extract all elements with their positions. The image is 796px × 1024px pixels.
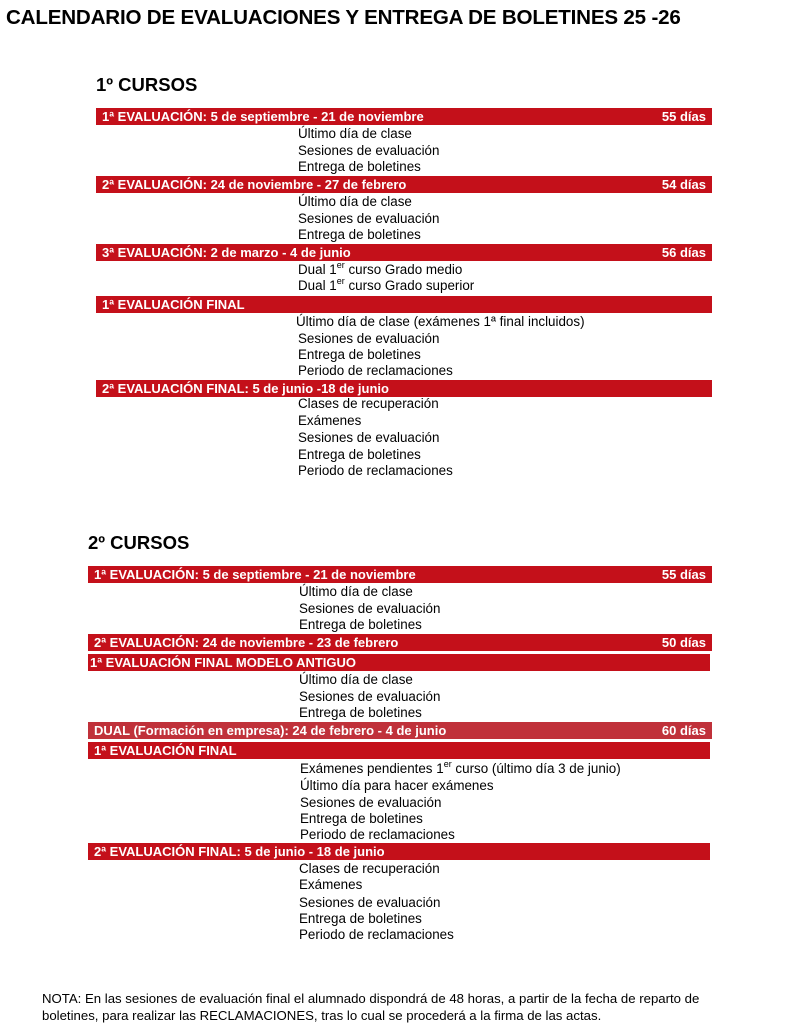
row-event: Sesiones de evaluación (300, 795, 442, 810)
row-event-text: Dual 1 (298, 278, 337, 293)
evaluation-header (96, 380, 712, 397)
evaluation-header-label: 2ª EVALUACIÓN: 24 de noviembre - 23 de febrero (94, 635, 399, 650)
row-event-text: Exámenes pendientes 1 (300, 761, 444, 776)
row-event (300, 758, 621, 777)
row-event: Entrega de boletines (299, 705, 422, 720)
row-event-text: Dual 1 (298, 262, 337, 277)
row-event: Sesiones de evaluación (298, 211, 440, 226)
ordinal-suffix: er (336, 259, 345, 270)
evaluation-header (88, 566, 712, 583)
evaluation-header (96, 296, 712, 313)
row-event: Último día para hacer exámenes (300, 778, 494, 793)
row-event: Periodo de reclamaciones (298, 363, 453, 378)
evaluation-header-label: DUAL (Formación en empresa): 24 de febrero - 4 de junio (94, 723, 447, 738)
row-event: Periodo de reclamaciones (300, 827, 455, 842)
evaluation-header (96, 108, 712, 125)
row-event (298, 275, 475, 294)
row-event: Entrega de boletines (299, 617, 422, 632)
evaluation-header (96, 244, 712, 261)
row-event: Último día de clase (298, 194, 412, 209)
row-event: Clases de recuperación (299, 861, 440, 876)
page-title: CALENDARIO DE EVALUACIONES Y ENTREGA DE BOLETINES 25 -26 (6, 6, 681, 29)
evaluation-header-label: 1ª EVALUACIÓN FINAL (102, 297, 245, 312)
evaluation-header (88, 634, 712, 651)
evaluation-header-label: 2ª EVALUACIÓN FINAL: 5 de junio -18 de junio (102, 381, 389, 396)
row-event: Entrega de boletines (299, 911, 422, 926)
evaluation-header-label: 1ª EVALUACIÓN: 5 de septiembre - 21 de noviembre (94, 567, 416, 582)
section-heading-segundo: 2º CURSOS (88, 532, 190, 553)
dual-header (88, 722, 712, 739)
row-event: Entrega de boletines (298, 227, 421, 242)
days-count: 56 días (661, 245, 706, 260)
evaluation-header (88, 742, 710, 759)
days-count: 50 días (661, 635, 706, 650)
days-count: 54 días (661, 177, 706, 192)
row-event: Exámenes (299, 877, 363, 892)
evaluation-header-label: 2ª EVALUACIÓN FINAL: 5 de junio - 18 de junio (94, 844, 385, 859)
row-event: Clases de recuperación (298, 396, 439, 411)
row-event: Exámenes (298, 413, 362, 428)
row-event: Sesiones de evaluación (299, 895, 441, 910)
row-event-text: curso Grado superior (344, 278, 475, 293)
ordinal-suffix: er (336, 275, 345, 286)
days-count: 60 días (661, 723, 706, 738)
evaluation-header-label: 1ª EVALUACIÓN: 5 de septiembre - 21 de noviembre (102, 109, 424, 124)
row-event (298, 259, 463, 278)
row-event: Sesiones de evaluación (298, 331, 440, 346)
row-event: Sesiones de evaluación (299, 689, 441, 704)
evaluation-header-label: 3ª EVALUACIÓN: 2 de marzo - 4 de junio (102, 245, 351, 260)
row-event: Periodo de reclamaciones (299, 927, 454, 942)
row-event: Último día de clase (298, 126, 412, 141)
footnote: NOTA: En las sesiones de evaluación final el alumnado dispondrá de 48 horas, a partir de la fecha de reparto de boletines, para realizar las RECLAMACIONES, tras lo cual se procederá a la firma de las actas. (42, 991, 700, 1023)
row-event: Último día de clase (299, 672, 413, 687)
row-event: Entrega de boletines (298, 347, 421, 362)
evaluation-header-label: 2ª EVALUACIÓN: 24 de noviembre - 27 de febrero (102, 177, 407, 192)
evaluation-header (88, 843, 710, 860)
evaluation-header-label: 1ª EVALUACIÓN FINAL MODELO ANTIGUO (90, 655, 357, 670)
evaluation-header (96, 176, 712, 193)
days-count: 55 días (661, 567, 706, 582)
evaluation-header-label: 1ª EVALUACIÓN FINAL (94, 743, 237, 758)
row-event: Sesiones de evaluación (298, 430, 440, 445)
row-event-text: curso Grado medio (344, 262, 463, 277)
row-event: Entrega de boletines (298, 159, 421, 174)
evaluation-header (88, 654, 710, 671)
days-count: 55 días (661, 109, 706, 124)
row-event: Periodo de reclamaciones (298, 463, 453, 478)
ordinal-suffix: er (443, 758, 452, 769)
row-event: Entrega de boletines (300, 811, 423, 826)
row-event: Último día de clase (299, 584, 413, 599)
row-event: Sesiones de evaluación (298, 143, 440, 158)
row-event-text: curso (último día 3 de junio) (451, 761, 621, 776)
row-event: Sesiones de evaluación (299, 601, 441, 616)
row-event: Entrega de boletines (298, 447, 421, 462)
row-event: Último día de clase (exámenes 1ª final incluidos) (296, 314, 585, 329)
section-heading-primero: 1º CURSOS (96, 74, 198, 95)
